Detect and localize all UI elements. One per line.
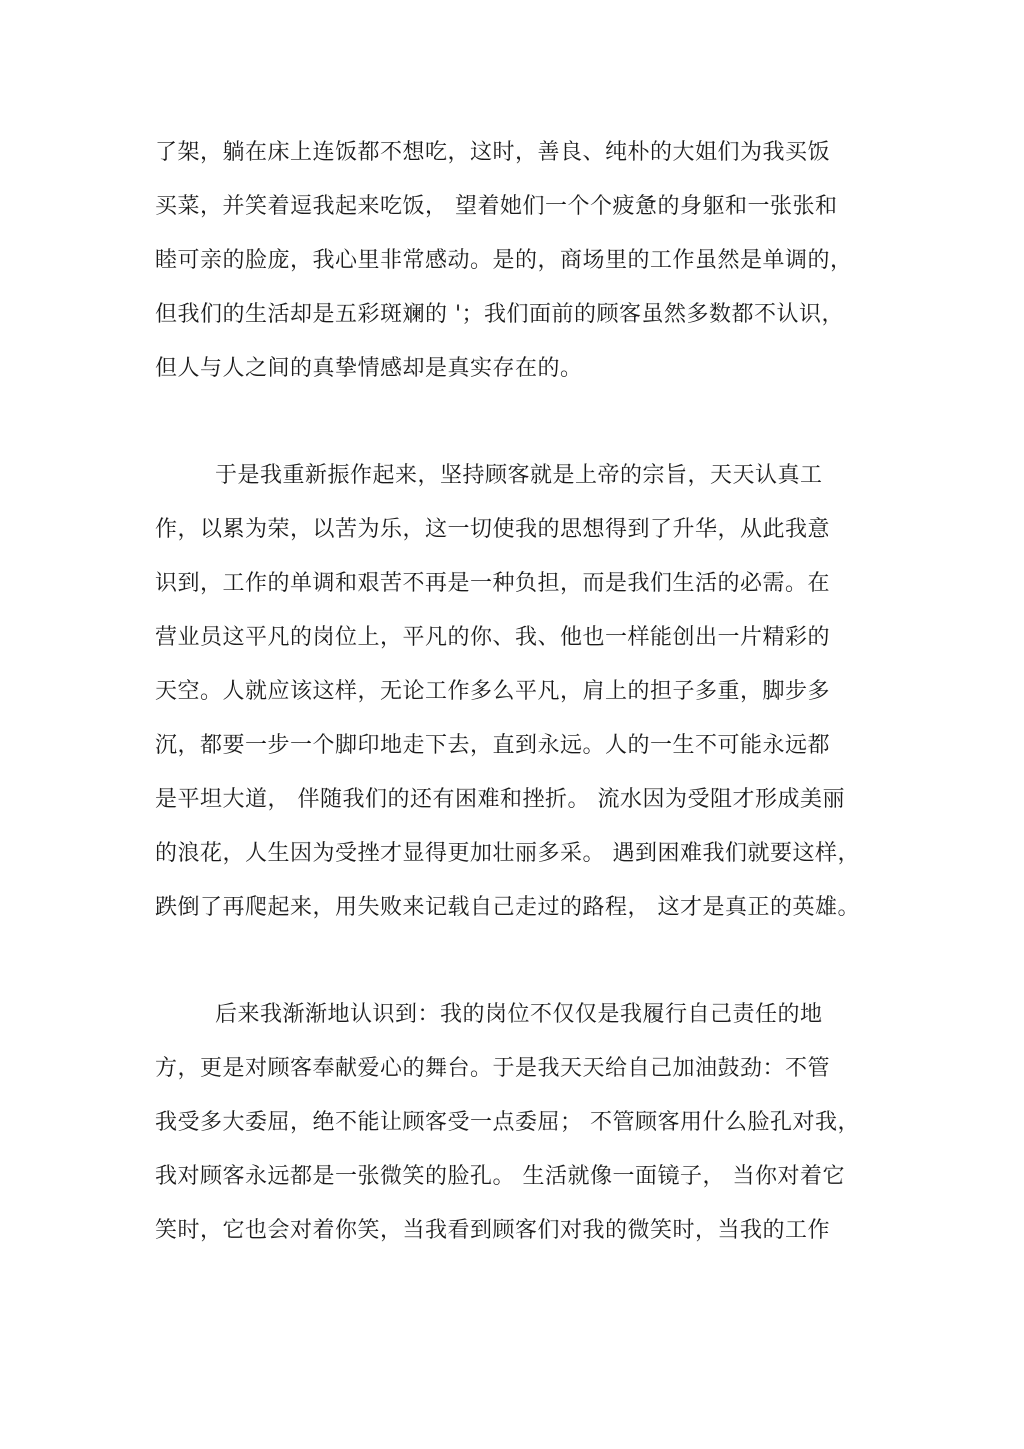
- text-line: 跌倒了再爬起来，用失败来记载自己走过的路程， 这才是真正的英雄。: [155, 895, 860, 920]
- text-line: 的浪花，人生因为受挫才显得更加壮丽多采。 遇到困难我们就要这样，: [155, 841, 860, 866]
- text-line: 是平坦大道， 伴随我们的还有困难和挫折。 流水因为受阻才形成美丽: [155, 787, 845, 812]
- text-line: 了架，躺在床上连饭都不想吃，这时，善良、纯朴的大姐们为我买饭: [155, 140, 831, 165]
- text-line: 但人与人之间的真挚情感却是真实存在的。: [155, 356, 583, 381]
- text-line: 但我们的生活却是五彩斑斓的 '；我们面前的顾客虽然多数都不认识，: [155, 302, 845, 327]
- text-line: 天空。人就应该这样，无论工作多么平凡，肩上的担子多重，脚步多: [155, 679, 831, 704]
- text-line: 我对顾客永远都是一张微笑的脸孔。 生活就像一面镜子， 当你对着它: [155, 1164, 845, 1189]
- text-line: 睦可亲的脸庞，我心里非常感动。是的，商场里的工作虽然是单调的，: [155, 248, 853, 273]
- text-line: 买菜，并笑着逗我起来吃饭， 望着她们一个个疲惫的身躯和一张张和: [155, 194, 838, 219]
- text-line: 营业员这平凡的岗位上，平凡的你、我、他也一样能创出一片精彩的: [155, 625, 831, 650]
- text-line: 作，以累为荣，以苦为乐，这一切使我的思想得到了升华，从此我意: [155, 517, 831, 542]
- text-line: 笑时，它也会对着你笑，当我看到顾客们对我的微笑时，当我的工作: [155, 1218, 831, 1243]
- text-line: 识到，工作的单调和艰苦不再是一种负担，而是我们生活的必需。在: [155, 571, 831, 596]
- text-line: 后来我渐渐地认识到：我的岗位不仅仅是我履行自己责任的地: [215, 1002, 823, 1027]
- text-line: 我受多大委屈，绝不能让顾客受一点委屈； 不管顾客用什么脸孔对我，: [155, 1110, 860, 1135]
- text-line: 方，更是对顾客奉献爱心的舞台。于是我天天给自己加油鼓劲：不管: [155, 1056, 831, 1081]
- text-line: 沉，都要一步一个脚印地走下去，直到永远。人的一生不可能永远都: [155, 733, 831, 758]
- text-line: 于是我重新振作起来，坚持顾客就是上帝的宗旨，天天认真工: [215, 463, 823, 488]
